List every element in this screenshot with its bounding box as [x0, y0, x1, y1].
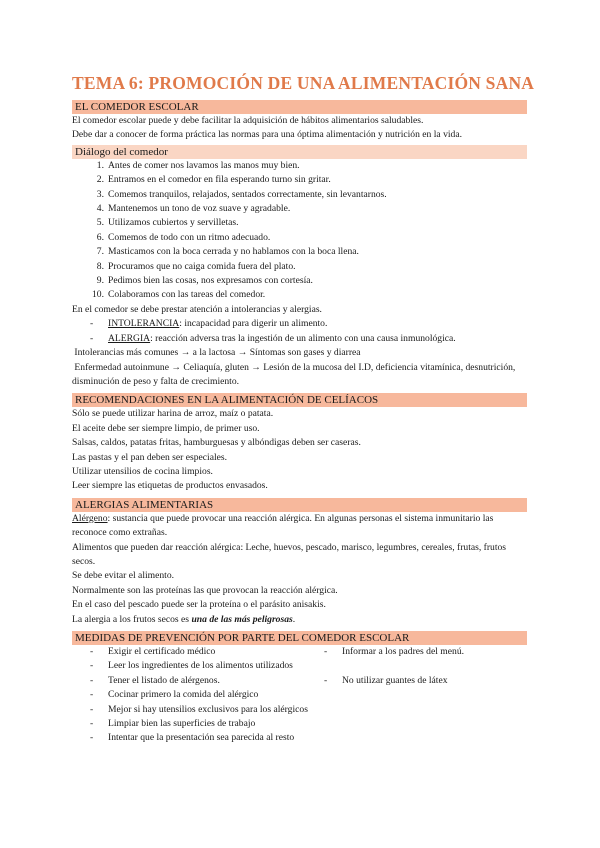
list-item: 3. Comemos tranquilos, relajados, sentados correctamente, sin levantarnos.	[96, 188, 387, 200]
paragraph: Alimentos que pueden dar reacción alérgica: Leche, huevos, pescado, marisco, legumbres, cereales, frutas, frutos secos.	[72, 541, 507, 567]
emphasis: una de las más peligrosas	[191, 613, 293, 625]
subsection-heading-dialogo: Diálogo del comedor	[72, 145, 527, 159]
section-heading-alergias: ALERGIAS ALIMENTARIAS	[72, 498, 527, 512]
section-heading-comedor: EL COMEDOR ESCOLAR	[72, 100, 527, 114]
list-item: - INTOLERANCIA: incapacidad para digerir un alimento.	[72, 317, 527, 331]
prevention-columns	[72, 645, 527, 746]
paragraph: Enfermedad autoinmune → Celiaquía, gluten → Lesión de la mucosa del I.D, deficiencia vitamínica, desnutrición, disminución de peso y falta de crecimiento.	[72, 361, 518, 387]
definition-list	[72, 317, 527, 346]
paragraph: La alergia a los frutos secos es una de las más peligrosas.	[72, 613, 296, 625]
list-item: 6. Comemos de todo con un ritmo adecuado.	[96, 231, 271, 243]
document-page	[72, 72, 535, 746]
paragraph: En el comedor se debe prestar atención a intolerancias y alergias.	[72, 303, 322, 315]
list-item: - Tener el listado de alérgenos.	[72, 674, 324, 688]
list-item: - No utilizar guantes de látex	[306, 674, 527, 688]
list-item: 4. Mantenemos un tono de voz suave y agradable.	[96, 203, 291, 215]
dialogue-list	[72, 159, 527, 303]
prevention-list-right	[306, 645, 527, 746]
term: INTOLERANCIA	[108, 318, 180, 330]
list-item: 2. Entramos en el comedor en fila esperando turno sin gritar.	[96, 174, 331, 186]
list-item: - Exigir el certificado médico	[72, 645, 324, 659]
paragraph: Normalmente son las proteínas las que provocan la reacción alérgica.	[72, 584, 338, 596]
paragraph: El comedor escolar puede y debe facilitar la adquisición de hábitos alimentarios saludables.	[72, 115, 424, 126]
paragraph: Debe dar a conocer de forma práctica las normas para una óptima alimentación y nutrición en la vida.	[72, 129, 462, 141]
term: Alérgeno	[72, 512, 108, 524]
paragraph: Leer siempre las etiquetas de productos envasados.	[72, 480, 268, 492]
paragraph: En el caso del pescado puede ser la proteína o el parásito anisakis.	[72, 599, 326, 611]
list-item: - Informar a los padres del menú.	[306, 645, 527, 659]
section-heading-prevencion: MEDIDAS DE PREVENCIÓN POR PARTE DEL COMEDOR ESCOLAR	[72, 631, 527, 645]
paragraph: Sólo se puede utilizar harina de arroz, maíz o patata.	[72, 408, 274, 420]
list-item: - Mejor si hay utensilios exclusivos para los alérgicos	[72, 703, 324, 717]
paragraph: Se debe evitar el alimento.	[72, 570, 175, 582]
paragraph: El aceite debe ser siempre limpio, de primer uso.	[72, 422, 260, 434]
list-item: - Leer los ingredientes de los alimentos utilizados	[72, 659, 324, 673]
page-title: TEMA 6: PROMOCIÓN DE UNA ALIMENTACIÓN SANA	[72, 73, 535, 93]
paragraph: Utilizar utensilios de cocina limpios.	[72, 465, 213, 477]
paragraph: Intolerancias más comunes → a la lactosa → Síntomas son gases y diarrea	[72, 347, 361, 359]
paragraph: Salsas, caldos, patatas fritas, hamburguesas y albóndigas deben ser caseras.	[72, 437, 361, 449]
list-item: 5. Utilizamos cubiertos y servilletas.	[96, 217, 239, 229]
list-item: 1. Antes de comer nos lavamos las manos muy bien.	[96, 159, 300, 171]
list-item: 8. Procuramos que no caiga comida fuera del plato.	[96, 260, 296, 272]
list-item: 7. Masticamos con la boca cerrada y no hablamos con la boca llena.	[96, 246, 359, 258]
section-heading-celiacos: RECOMENDACIONES EN LA ALIMENTACIÓN DE CELÍACOS	[72, 393, 527, 407]
list-item: 9. Pedimos bien las cosas, nos expresamos con cortesía.	[96, 275, 313, 287]
prevention-list-left	[72, 645, 324, 746]
list-item: - Limpiar bien las superficies de trabajo	[72, 717, 324, 731]
term: ALERGIA	[108, 332, 151, 344]
list-item: - ALERGIA: reacción adversa tras la ingestión de un alimento con una causa inmunológica.	[72, 332, 527, 346]
list-item: - Cocinar primero la comida del alérgico	[72, 688, 324, 702]
paragraph: Alérgeno: sustancia que puede provocar una reacción alérgica. En algunas personas el sistema inmunitario las reconoce como extrañas.	[72, 512, 494, 539]
paragraph: Las pastas y el pan deben ser especiales.	[72, 451, 228, 463]
list-item: - Intentar que la presentación sea parecida al resto	[72, 731, 324, 745]
list-item: 10. Colaboramos con las tareas del comedor.	[92, 289, 266, 301]
